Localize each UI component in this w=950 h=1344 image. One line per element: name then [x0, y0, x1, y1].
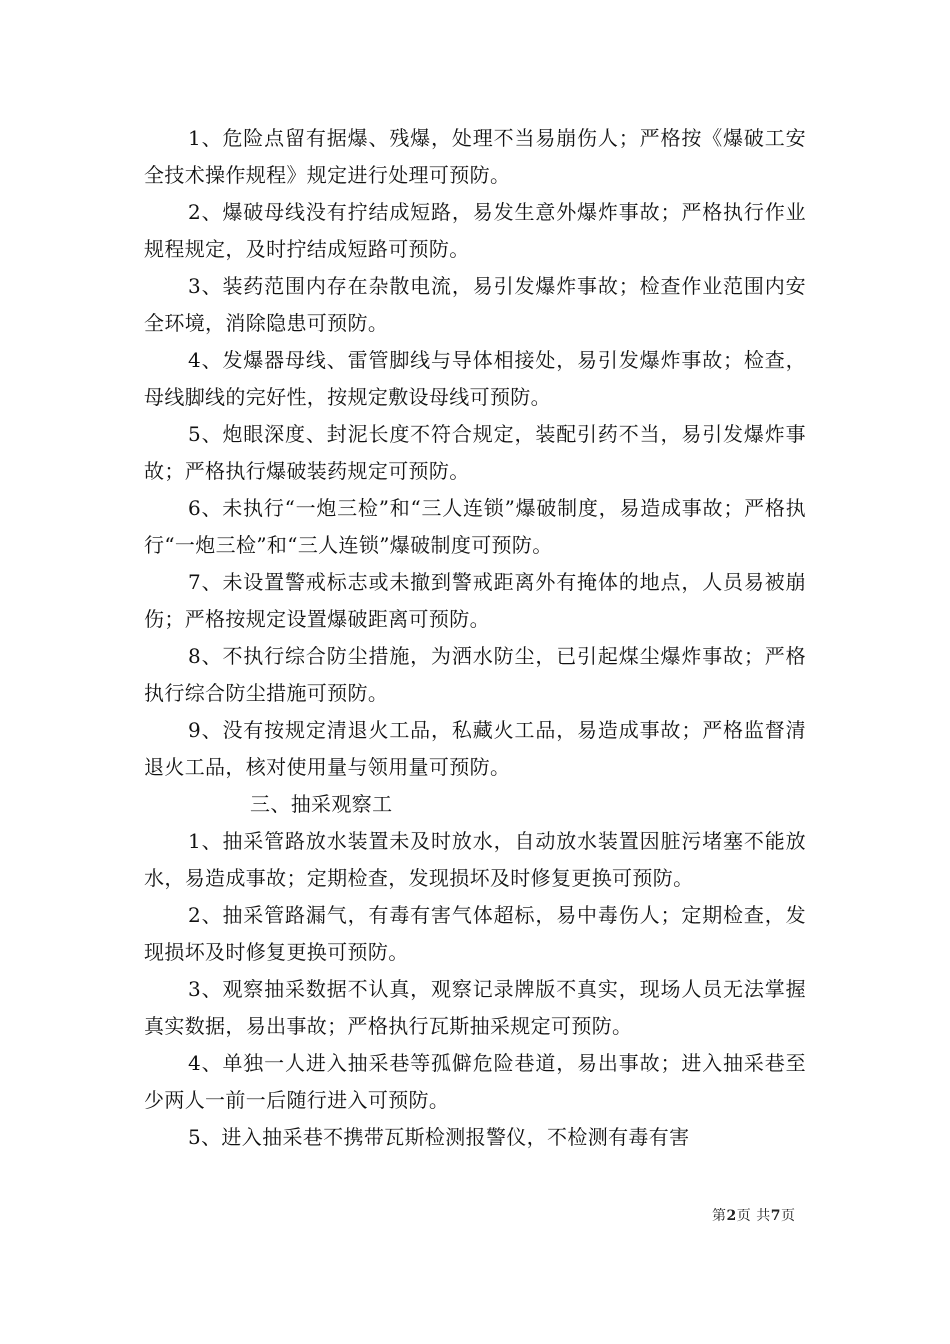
paragraph: 6、未执行“一炮三检”和“三人连锁”爆破制度，易造成事故；严格执行“一炮三检”和“三人连锁”爆破制度可预防。: [144, 496, 806, 557]
total-pages-number: 7: [770, 1208, 781, 1224]
paragraph: 8、不执行综合防尘措施，为洒水防尘，已引起煤尘爆炸事故；严格执行综合防尘措施可预防。: [144, 644, 806, 705]
current-page-number: 2: [726, 1208, 737, 1224]
section-paragraph: 1、抽采管路放水装置未及时放水，自动放水装置因脏污堵塞不能放水，易造成事故；定期检查，发现损坏及时修复更换可预防。: [144, 829, 806, 890]
footer-suffix: 页: [780, 1208, 796, 1224]
paragraph: 7、未设置警戒标志或未撤到警戒距离外有掩体的地点，人员易被崩伤；严格按规定设置爆破距离可预防。: [144, 570, 806, 631]
section-paragraph: 5、进入抽采巷不携带瓦斯检测报警仪，不检测有毒有害: [188, 1125, 690, 1149]
section-heading: 三、抽采观察工: [250, 792, 393, 816]
page-number-footer: [712, 1205, 795, 1225]
footer-prefix: 第: [712, 1208, 727, 1224]
section-paragraph: 3、观察抽采数据不认真，观察记录牌版不真实，现场人员无法掌握真实数据，易出事故；严格执行瓦斯抽采规定可预防。: [144, 977, 806, 1038]
paragraph: 5、炮眼深度、封泥长度不符合规定，装配引药不当，易引发爆炸事故；严格执行爆破装药规定可预防。: [144, 422, 806, 483]
document-body: [144, 120, 806, 1156]
paragraph: 2、爆破母线没有拧结成短路，易发生意外爆炸事故；严格执行作业规程规定，及时拧结成短路可预防。: [144, 200, 806, 261]
paragraph: 1、危险点留有据爆、残爆，处理不当易崩伤人；严格按《爆破工安全技术操作规程》规定进行处理可预防。: [144, 126, 806, 187]
paragraph: 4、发爆器母线、雷管脚线与导体相接处，易引发爆炸事故；检查，母线脚线的完好性，按规定敷设母线可预防。: [144, 348, 806, 409]
section-paragraph: 4、单独一人进入抽采巷等孤僻危险巷道，易出事故；进入抽采巷至少两人一前一后随行进入可预防。: [144, 1051, 806, 1112]
section-paragraph: 2、抽采管路漏气，有毒有害气体超标，易中毒伤人；定期检查，发现损坏及时修复更换可预防。: [144, 903, 806, 964]
footer-middle: 页 共: [736, 1208, 771, 1224]
paragraph: 3、装药范围内存在杂散电流，易引发爆炸事故；检查作业范围内安全环境，消除隐患可预防。: [144, 274, 806, 335]
paragraph: 9、没有按规定清退火工品，私藏火工品，易造成事故；严格监督清退火工品，核对使用量与领用量可预防。: [144, 718, 806, 779]
